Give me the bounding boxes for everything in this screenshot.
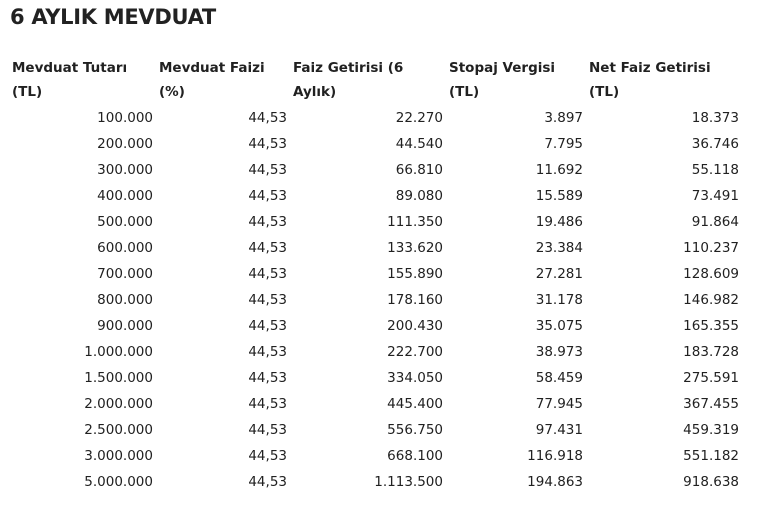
net-return-cell: 183.728 — [683, 344, 739, 360]
withholding-tax-cell: 3.897 — [544, 110, 583, 126]
net-return-cell: 459.319 — [683, 422, 739, 438]
interest-rate-cell: 44,53 — [248, 240, 287, 256]
withholding-tax-cell: 58.459 — [535, 370, 583, 386]
table-row — [9, 261, 742, 287]
table-body — [9, 105, 742, 495]
withholding-tax-cell: 194.863 — [527, 474, 583, 490]
table-row — [9, 469, 742, 495]
table-row — [9, 287, 742, 313]
interest-return-cell: 155.890 — [387, 266, 443, 282]
net-return-cell: 165.355 — [683, 318, 739, 334]
interest-rate-cell: 44,53 — [248, 292, 287, 308]
withholding-tax-cell: 19.486 — [535, 214, 583, 230]
interest-rate-cell: 44,53 — [248, 214, 287, 230]
withholding-tax-cell: 97.431 — [535, 422, 583, 438]
deposit-amount-cell: 700.000 — [97, 266, 153, 282]
interest-rate-cell: 44,53 — [248, 110, 287, 126]
interest-return-cell: 222.700 — [387, 344, 443, 360]
deposit-amount-cell: 5.000.000 — [84, 474, 153, 490]
deposit-amount-cell: 500.000 — [97, 214, 153, 230]
interest-rate-cell: 44,53 — [248, 266, 287, 282]
interest-return-cell: 1.113.500 — [374, 474, 443, 490]
table-row — [9, 183, 742, 209]
interest-rate-cell: 44,53 — [248, 422, 287, 438]
header-withholding-tax: Stopaj Vergisi (TL) — [449, 60, 556, 100]
deposit-amount-cell: 1.000.000 — [84, 344, 153, 360]
deposit-amount-cell: 600.000 — [97, 240, 153, 256]
interest-rate-cell: 44,53 — [248, 370, 287, 386]
header-interest-return: Faiz Getirisi (6 Aylık) — [293, 60, 404, 100]
header-interest-rate: Mevduat Faizi (%) — [159, 60, 265, 100]
interest-return-cell: 178.160 — [387, 292, 443, 308]
interest-return-cell: 89.080 — [395, 188, 443, 204]
table-row — [9, 209, 742, 235]
table-row — [9, 391, 742, 417]
interest-rate-cell: 44,53 — [248, 448, 287, 464]
net-return-cell: 73.491 — [691, 188, 739, 204]
net-return-cell: 128.609 — [683, 266, 739, 282]
deposit-amount-cell: 3.000.000 — [84, 448, 153, 464]
deposit-amount-cell: 2.500.000 — [84, 422, 153, 438]
page-title: 6 AYLIK MEVDUAT — [10, 5, 216, 29]
deposit-amount-cell: 100.000 — [97, 110, 153, 126]
withholding-tax-cell: 35.075 — [535, 318, 583, 334]
withholding-tax-cell: 27.281 — [535, 266, 583, 282]
net-return-cell: 55.118 — [691, 162, 739, 178]
interest-return-cell: 133.620 — [387, 240, 443, 256]
table-row — [9, 131, 742, 157]
net-return-cell: 146.982 — [683, 292, 739, 308]
deposit-amount-cell: 800.000 — [97, 292, 153, 308]
interest-rate-cell: 44,53 — [248, 136, 287, 152]
withholding-tax-cell: 7.795 — [544, 136, 583, 152]
interest-return-cell: 66.810 — [395, 162, 443, 178]
deposit-table — [9, 55, 742, 495]
deposit-amount-cell: 2.000.000 — [84, 396, 153, 412]
deposit-amount-cell: 300.000 — [97, 162, 153, 178]
withholding-tax-cell: 116.918 — [527, 448, 583, 464]
header-net-return: Net Faiz Getirisi (TL) — [589, 60, 711, 100]
table-header-row — [9, 55, 742, 105]
interest-rate-cell: 44,53 — [248, 162, 287, 178]
withholding-tax-cell: 77.945 — [535, 396, 583, 412]
withholding-tax-cell: 38.973 — [535, 344, 583, 360]
interest-return-cell: 334.050 — [387, 370, 443, 386]
withholding-tax-cell: 23.384 — [535, 240, 583, 256]
net-return-cell: 91.864 — [691, 214, 739, 230]
withholding-tax-cell: 11.692 — [535, 162, 583, 178]
interest-rate-cell: 44,53 — [248, 188, 287, 204]
deposit-amount-cell: 1.500.000 — [84, 370, 153, 386]
interest-rate-cell: 44,53 — [248, 396, 287, 412]
net-return-cell: 551.182 — [683, 448, 739, 464]
table-row — [9, 443, 742, 469]
interest-rate-cell: 44,53 — [248, 344, 287, 360]
interest-rate-cell: 44,53 — [248, 318, 287, 334]
net-return-cell: 18.373 — [691, 110, 739, 126]
table-row — [9, 365, 742, 391]
header-deposit-amount: Mevduat Tutarı (TL) — [12, 60, 128, 100]
table-row — [9, 339, 742, 365]
interest-return-cell: 200.430 — [387, 318, 443, 334]
interest-return-cell: 22.270 — [395, 110, 443, 126]
interest-return-cell: 44.540 — [395, 136, 443, 152]
table-row — [9, 235, 742, 261]
net-return-cell: 918.638 — [683, 474, 739, 490]
interest-return-cell: 668.100 — [387, 448, 443, 464]
net-return-cell: 275.591 — [683, 370, 739, 386]
interest-return-cell: 556.750 — [387, 422, 443, 438]
table-row — [9, 417, 742, 443]
withholding-tax-cell: 15.589 — [535, 188, 583, 204]
withholding-tax-cell: 31.178 — [535, 292, 583, 308]
net-return-cell: 36.746 — [691, 136, 739, 152]
interest-return-cell: 111.350 — [387, 214, 443, 230]
net-return-cell: 110.237 — [683, 240, 739, 256]
interest-rate-cell: 44,53 — [248, 474, 287, 490]
net-return-cell: 367.455 — [683, 396, 739, 412]
deposit-amount-cell: 900.000 — [97, 318, 153, 334]
table-row — [9, 157, 742, 183]
table-row — [9, 105, 742, 131]
deposit-amount-cell: 200.000 — [97, 136, 153, 152]
deposit-amount-cell: 400.000 — [97, 188, 153, 204]
interest-return-cell: 445.400 — [387, 396, 443, 412]
table-row — [9, 313, 742, 339]
